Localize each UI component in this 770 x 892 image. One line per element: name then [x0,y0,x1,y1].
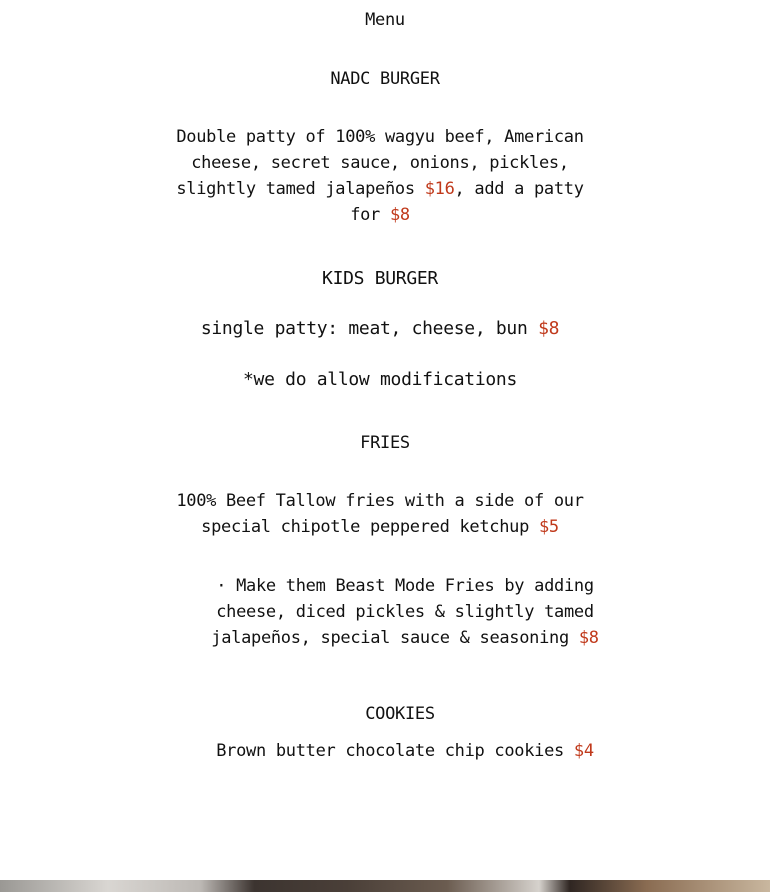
food-photo-banner [0,880,770,892]
kids-burger-price: $8 [538,318,560,339]
beast-mode-fries-bullet [205,573,605,651]
nadc-burger-heading: NADC BURGER [330,69,440,89]
kids-burger-description [170,316,590,342]
nadc-burger-addon-price: $8 [389,205,410,225]
kids-burger-text: single patty: meat, cheese, bun [200,318,528,339]
menu-title: Menu [365,10,405,30]
cookies-description [200,738,610,764]
nadc-burger-text: Double patty of 100% wagyu beef, American cheese, secret sauce, onions, pickles, slightly tamed jalapeños [176,127,584,199]
fries-text: 100% Beef Tallow fries with a side of our special chipotle peppered ketchup [176,491,584,537]
nadc-burger-price: $16 [424,179,455,199]
beast-mode-fries-price: $8 [578,628,599,648]
fries-price: $5 [538,517,559,537]
cookies-heading: COOKIES [365,704,435,724]
fries-description [175,488,585,540]
modifications-note: *we do allow modifications [243,369,517,390]
fries-heading: FRIES [360,433,410,453]
nadc-burger-description [170,124,590,228]
beast-mode-fries-text: · Make them Beast Mode Fries by adding cheese, diced pickles & slightly tamed jalapeños, special sauce & seasoning [211,576,594,648]
cookies-text: Brown butter chocolate chip cookies [216,741,564,761]
cookies-price: $4 [573,741,594,761]
nadc-burger-addon-text: , add a patty for [350,179,584,225]
kids-burger-heading: KIDS BURGER [322,268,438,289]
